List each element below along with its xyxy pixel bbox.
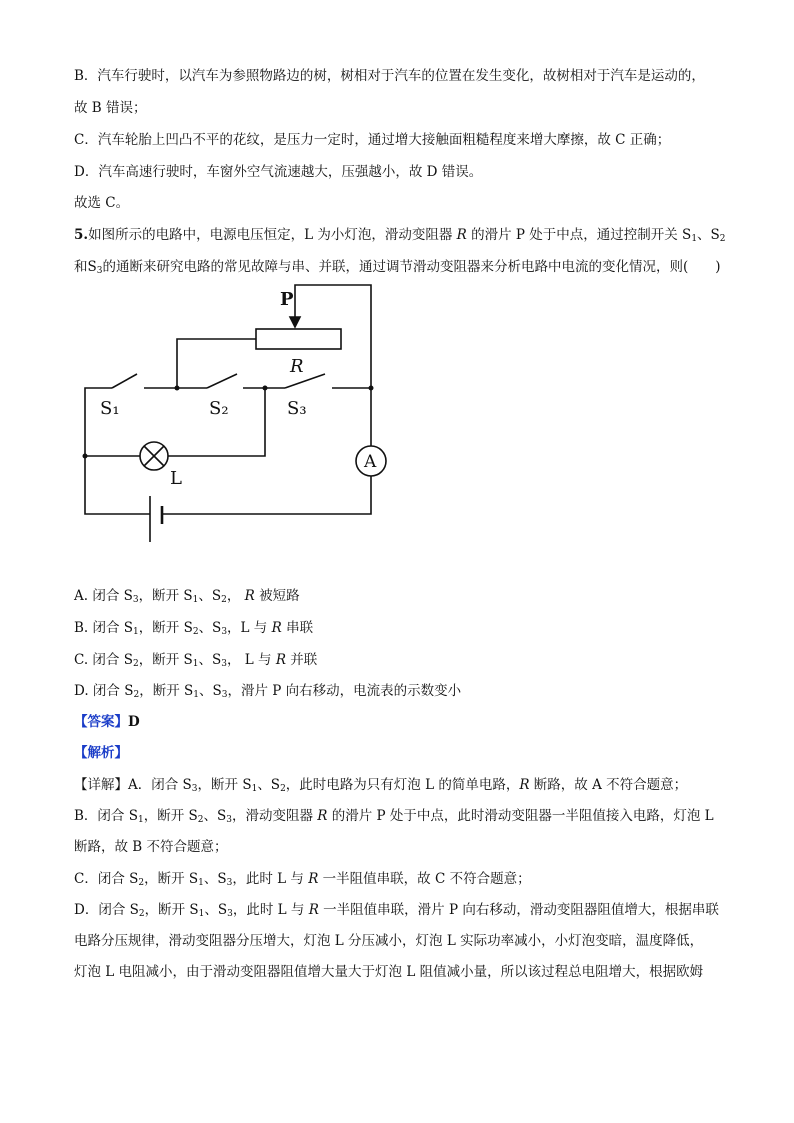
option-b: B. 闭合 $S_1$，断开 $S_2$、$S_3$，L 与 R 串联: [74, 620, 314, 637]
slider-wire: [295, 285, 371, 388]
label-l: L: [170, 468, 182, 489]
option-c: C. 闭合 $S_2$，断开 $S_1$、$S_3$， L 与 R 并联: [74, 652, 318, 669]
answer-value: D: [128, 714, 140, 730]
label-s3: S₃: [287, 398, 307, 419]
prev-solution-b-line1: B．汽车行驶时，以汽车为参照物路边的树，树相对于汽车的位置在发生变化，故树相对于汽车是运动的，: [74, 68, 705, 84]
analysis-b-line2: 断路，故 B 不符合题意；: [74, 839, 228, 855]
analysis-tag: 【解析】: [74, 745, 128, 761]
label-p: P: [280, 289, 294, 310]
question-stem-line1: 5.如图所示的电路中，电源电压恒定，L 为小灯泡，滑动变阻器 R 的滑片 P 处于中点，通过控制开关 $S_1$、$S_2$: [74, 227, 726, 244]
prev-solution-b-line2: 故 B 错误；: [74, 100, 147, 116]
analysis-a: 【详解】A．闭合 $S_3$，断开 $S_1$、$S_2$，此时电路为只有灯泡 L 的简单电路，R 断路，故 A 不符合题意；: [74, 777, 688, 794]
rheostat-left-wire: [177, 339, 256, 388]
answer-tag: 【答案】: [74, 714, 128, 730]
label-r: R: [290, 356, 304, 377]
option-d: D. 闭合 $S_2$，断开 $S_1$、$S_3$，滑片 P 向右移动，电流表的示数变小: [74, 683, 462, 700]
answer-line: [74, 712, 140, 732]
label-s1: S₁: [100, 398, 120, 419]
analysis-c: C．闭合 $S_2$，断开 $S_1$、$S_3$，此时 L 与 R 一半阻值串联，故 C 不符合题意；: [74, 871, 531, 888]
prev-solution-d-line: D．汽车高速行驶时，车窗外空气流速越大，压强越小，故 D 错误。: [74, 164, 483, 180]
circuit-diagram: [70, 280, 400, 550]
analysis-b-line1: B．闭合 $S_1$，断开 $S_2$、$S_3$，滑动变阻器 R 的滑片 P 处于中点，此时滑动变阻器一半阻值接入电路，灯泡 L: [74, 808, 714, 825]
label-s2: S₂: [209, 398, 229, 419]
slider-arrow: [290, 317, 300, 327]
option-a: A. 闭合 $S_3$，断开 $S_1$、$S_2$， R 被短路: [74, 588, 300, 605]
prev-solution-choice: 故选 C。: [74, 195, 130, 211]
analysis-d-line2: 电路分压规律，滑动变阻器分压增大，灯泡 L 分压减小，灯泡 L 实际功率减小，小灯泡变暗，温度降低，: [74, 933, 704, 949]
label-a: A: [364, 452, 377, 472]
rheostat-r: [256, 329, 341, 349]
question-stem-line2: 和$S_3$的通断来研究电路的常见故障与串、并联，通过调节滑动变阻器来分析电路中电流的变化情况，则( ): [74, 259, 721, 276]
analysis-d-line3: 灯泡 L 电阻减小，由于滑动变阻器阻值增大量大于灯泡 L 阻值减小量，所以该过程总电阻增大，根据欧姆: [74, 964, 704, 980]
switch-s1: [112, 374, 137, 388]
analysis-d-line1: D．闭合 $S_2$，断开 $S_1$、$S_3$，此时 L 与 R 一半阻值串联，滑片 P 向右移动，滑动变阻器阻值增大，根据串联: [74, 902, 719, 919]
prev-solution-c-line: C．汽车轮胎上凹凸不平的花纹，是压力一定时，通过增大接触面粗糙程度来增大摩擦，故 C 正确；: [74, 132, 671, 148]
question-number: 5.: [74, 227, 89, 243]
switch-s2: [207, 374, 237, 388]
